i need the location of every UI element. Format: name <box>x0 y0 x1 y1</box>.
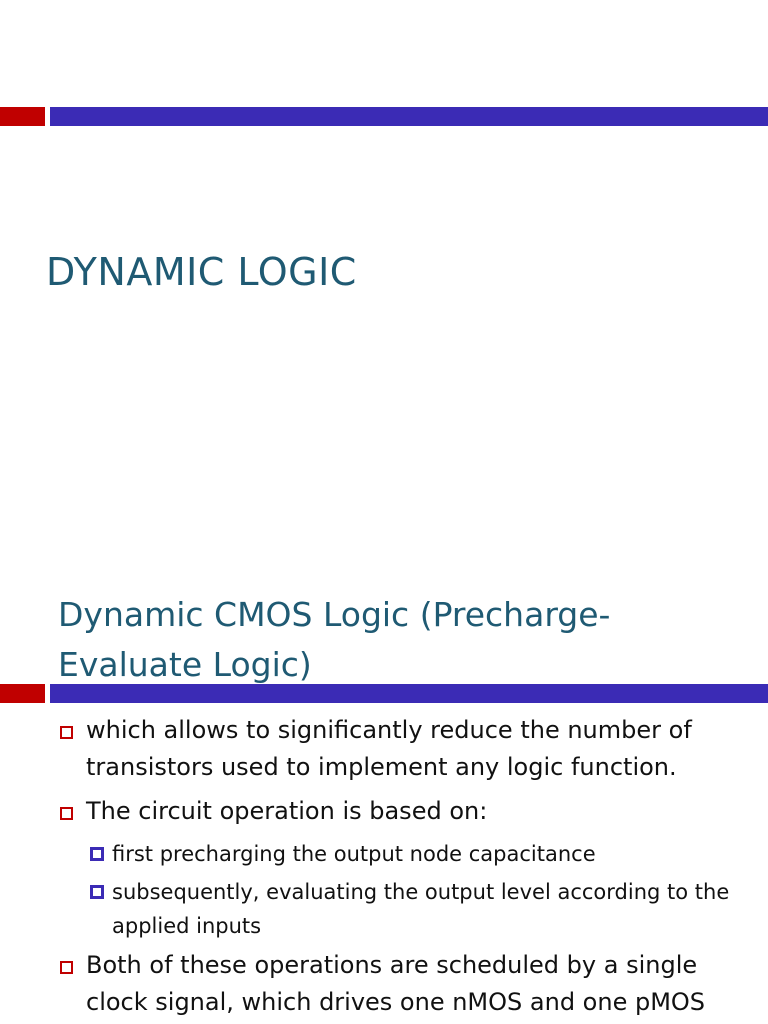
hollow-square-bullet-icon <box>60 961 73 974</box>
hollow-square-bullet-icon <box>60 807 73 820</box>
bullet-list <box>58 712 748 1024</box>
header-bar-blue-segment <box>50 107 768 126</box>
bullet-text: Both of these operations are scheduled by a single clock signal, which drives one nMOS and one pMOS <box>86 951 706 1016</box>
sub-bullet-text: subsequently, evaluating the output level according to the applied inputs <box>112 880 730 938</box>
bullet-item <box>58 947 748 1021</box>
header-bar <box>0 684 768 703</box>
header-bar <box>0 107 768 126</box>
sub-bullet-text: first precharging the output node capacitance <box>112 842 596 866</box>
hollow-square-bullet-icon <box>60 726 73 739</box>
sub-bullet-item <box>58 837 748 871</box>
header-bar-red-segment <box>0 684 45 703</box>
filled-square-bullet-icon <box>90 847 104 861</box>
bullet-text: which allows to significantly reduce the number of transistors used to implement any logic function. <box>86 716 692 781</box>
bullet-item <box>58 793 748 830</box>
slide-2 <box>0 560 768 1024</box>
bullet-item <box>58 712 748 786</box>
header-bar-red-segment <box>0 107 45 126</box>
bullet-text: The circuit operation is based on: <box>86 797 488 825</box>
slide-title: Dynamic CMOS Logic (Precharge-Evaluate Logic) <box>58 595 611 684</box>
header-bar-blue-segment <box>50 684 768 703</box>
slide-title: DYNAMIC LOGIC <box>46 250 357 294</box>
sub-bullet-item <box>58 875 748 943</box>
filled-square-bullet-icon <box>90 885 104 899</box>
